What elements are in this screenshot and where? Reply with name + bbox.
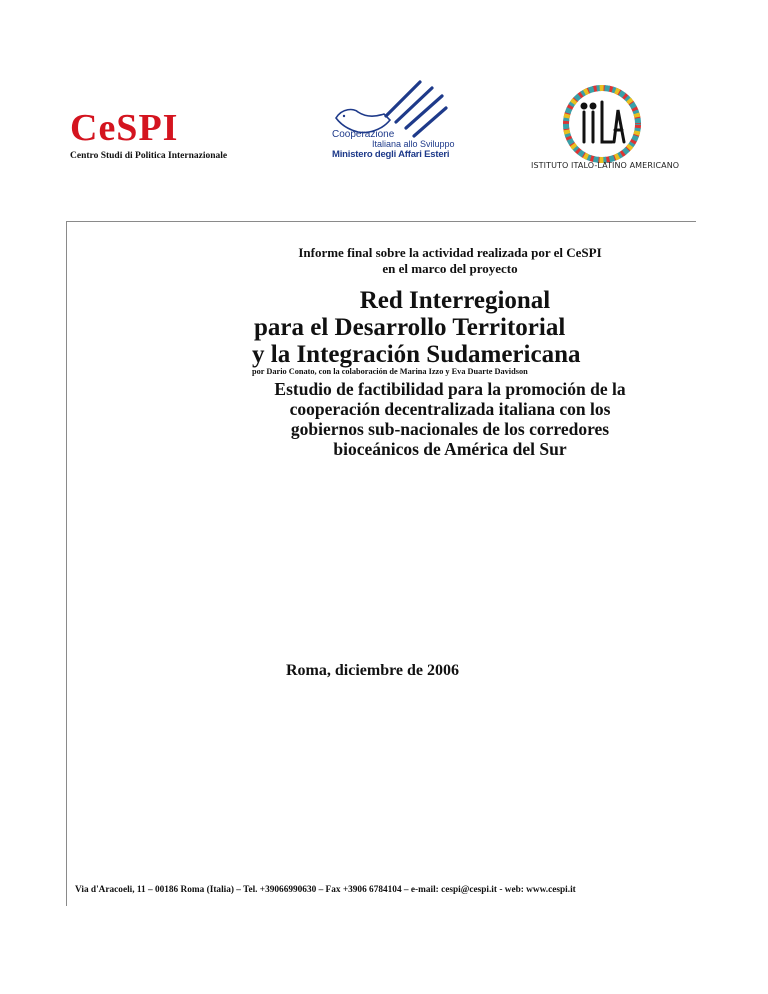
coop-line3: Ministero degli Affari Esteri [332,149,450,160]
cespi-logo [70,108,230,161]
intro-text [240,245,660,277]
title-line3: y la Integración Sudamericana [252,341,581,368]
subtitle-line1: Estudio de factibilidad para la promoción de la [274,379,626,399]
authors-line: por Dario Conato, con la colaboración de Marina Izzo y Eva Duarte Davidson [252,367,528,376]
coop-line2: Italiana allo Sviluppo [372,139,455,149]
subtitle-line2: cooperación decentralizada italiana con los [289,399,611,419]
cespi-wordmark: CeSPI [70,107,179,149]
subtitle-line3: gobiernos sub-nacionales de los corredores [290,419,610,439]
intro-line2: en el marco del proyecto [382,261,518,276]
title-line2: para el Desarrollo Territorial [254,314,566,341]
cooperazione-logo-text [332,130,462,161]
frame-left-rule [66,221,67,906]
title-line1: Red Interregional [359,287,551,314]
iila-caption: ISTITUTO ITALO-LATINO AMERICANO [531,161,680,170]
document-title [240,287,660,368]
coop-line1: Cooperazione [332,129,395,140]
document-subtitle [240,379,660,459]
iila-flags-ring-icon [560,84,644,164]
document-date: Roma, diciembre de 2006 [286,662,460,679]
subtitle-line4: bioceánicos de América del Sur [333,439,567,459]
intro-line1: Informe final sobre la actividad realizada por el CeSPI [298,245,602,260]
footer-contact: Via d'Aracoeli, 11 – 00186 Roma (Italia) – Tel. +39066990630 – Fax +3906 6784104 – e-mail: cespi@cespi.it - web: www.cespi.it [75,885,576,895]
frame-top-rule [66,221,696,222]
cespi-subtitle: Centro Studi di Politica Internazionale [70,151,228,161]
